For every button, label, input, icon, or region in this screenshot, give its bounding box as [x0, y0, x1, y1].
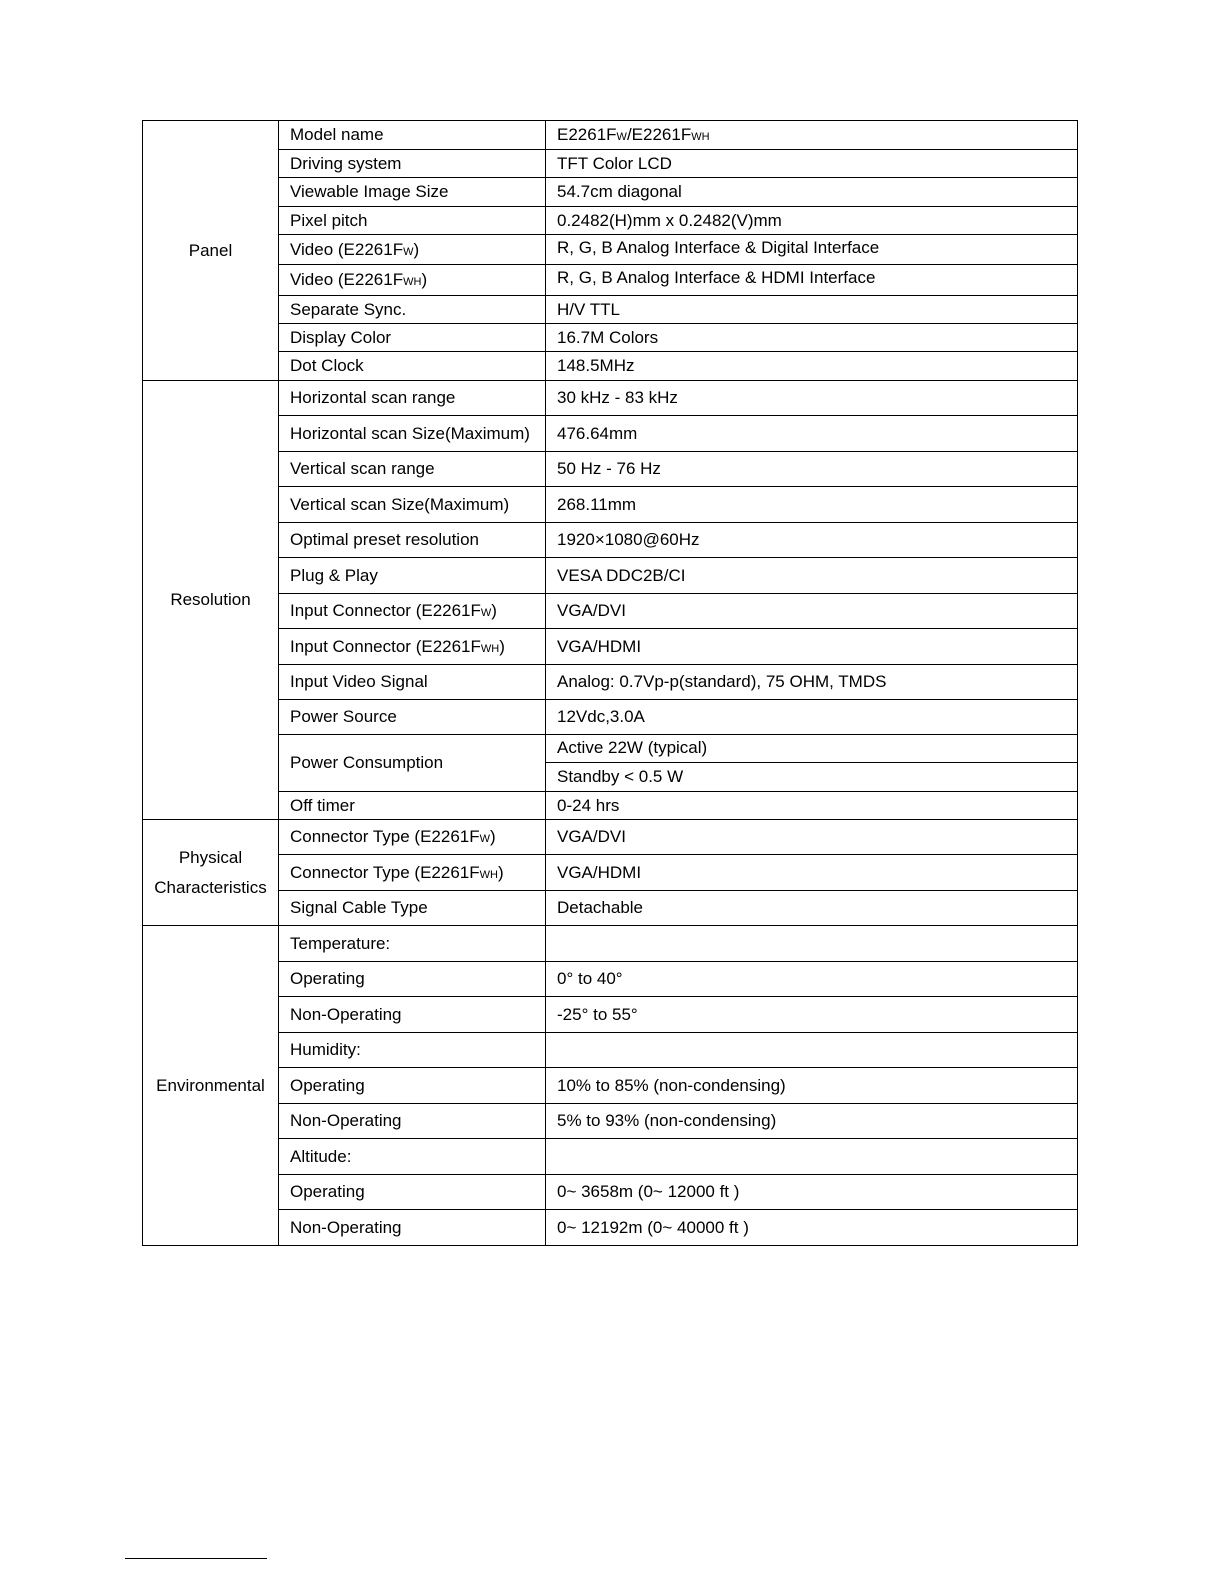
spec-value: 10% to 85% (non-condensing) — [546, 1068, 1078, 1104]
table-row — [143, 792, 1078, 820]
table-row — [143, 1175, 1078, 1210]
table-row — [143, 1139, 1078, 1175]
spec-label: Power Consumption — [279, 735, 546, 792]
spec-label: Operating — [279, 1068, 546, 1104]
table-row — [143, 855, 1078, 891]
spec-label: Power Source — [279, 700, 546, 735]
table-row — [143, 1210, 1078, 1246]
table-row — [143, 381, 1078, 416]
table-row — [143, 487, 1078, 523]
spec-value — [546, 1033, 1078, 1068]
spec-value: 476.64mm — [546, 416, 1078, 452]
spec-value: 5% to 93% (non-condensing) — [546, 1104, 1078, 1139]
spec-label: Video (E2261FW) — [279, 235, 546, 265]
footnote-separator — [125, 1558, 267, 1559]
spec-value: Detachable — [546, 891, 1078, 926]
spec-value: 1920×1080@60Hz — [546, 523, 1078, 558]
spec-value — [546, 1139, 1078, 1175]
spec-value: 0-24 hrs — [546, 792, 1078, 820]
spec-label: Operating — [279, 1175, 546, 1210]
spec-label: Display Color — [279, 324, 546, 352]
category-label: Resolution — [170, 590, 251, 610]
table-row — [143, 235, 1078, 265]
spec-label: Optimal preset resolution — [279, 523, 546, 558]
spec-label: Vertical scan Size(Maximum) — [279, 487, 546, 523]
spec-value: 0~ 3658m (0~ 12000 ft ) — [546, 1175, 1078, 1210]
table-row — [143, 594, 1078, 629]
spec-label: Off timer — [279, 792, 546, 820]
spec-value: VGA/DVI — [546, 594, 1078, 629]
category-resolution — [143, 381, 279, 820]
table-row — [143, 416, 1078, 452]
spec-value: VGA/HDMI — [546, 855, 1078, 891]
category-environmental — [143, 926, 279, 1246]
spec-label: Model name — [279, 121, 546, 150]
table-row — [143, 926, 1078, 962]
spec-value: H/V TTL — [546, 296, 1078, 324]
category-panel — [143, 121, 279, 381]
table-row — [143, 558, 1078, 594]
category-label: Panel — [188, 240, 233, 260]
spec-label: Vertical scan range — [279, 452, 546, 487]
spec-label: Connector Type (E2261FWH) — [279, 855, 546, 891]
spec-value — [546, 926, 1078, 962]
table-row — [143, 352, 1078, 381]
spec-value: 30 kHz - 83 kHz — [546, 381, 1078, 416]
spec-label: Separate Sync. — [279, 296, 546, 324]
spec-value: 148.5MHz — [546, 352, 1078, 381]
spec-value: TFT Color LCD — [546, 150, 1078, 178]
spec-table — [142, 120, 1078, 1246]
table-row — [143, 665, 1078, 700]
table-row — [143, 1068, 1078, 1104]
spec-value: 0.2482(H)mm x 0.2482(V)mm — [546, 207, 1078, 235]
table-row — [143, 523, 1078, 558]
table-row — [143, 1033, 1078, 1068]
spec-value: VGA/DVI — [546, 820, 1078, 855]
table-row — [143, 178, 1078, 207]
spec-label: Viewable Image Size — [279, 178, 546, 207]
spec-value: 0~ 12192m (0~ 40000 ft ) — [546, 1210, 1078, 1246]
table-row — [143, 296, 1078, 324]
table-row — [143, 820, 1078, 855]
spec-label: Input Connector (E2261FWH) — [279, 629, 546, 665]
spec-value: -25° to 55° — [546, 997, 1078, 1033]
table-row — [143, 629, 1078, 665]
spec-value: 12Vdc,3.0A — [546, 700, 1078, 735]
spec-label: Driving system — [279, 150, 546, 178]
spec-value: VGA/HDMI — [546, 629, 1078, 665]
table-row — [143, 324, 1078, 352]
spec-label: Dot Clock — [279, 352, 546, 381]
table-row — [143, 997, 1078, 1033]
spec-label: Non-Operating — [279, 1104, 546, 1139]
table-row — [143, 700, 1078, 735]
spec-label: Operating — [279, 962, 546, 997]
spec-label: Horizontal scan Size(Maximum) — [279, 416, 546, 452]
spec-label: Plug & Play — [279, 558, 546, 594]
table-row — [143, 735, 1078, 763]
spec-value: Standby < 0.5 W — [546, 763, 1078, 792]
spec-label: Signal Cable Type — [279, 891, 546, 926]
spec-label: Video (E2261FWH) — [279, 265, 546, 296]
spec-label: Input Video Signal — [279, 665, 546, 700]
category-physical: Physical Characteristics — [143, 820, 279, 926]
spec-label: Horizontal scan range — [279, 381, 546, 416]
table-row — [143, 265, 1078, 296]
spec-label: Pixel pitch — [279, 207, 546, 235]
spec-label: Connector Type (E2261FW) — [279, 820, 546, 855]
spec-value: 16.7M Colors — [546, 324, 1078, 352]
spec-label: Non-Operating — [279, 997, 546, 1033]
spec-value: Active 22W (typical) — [546, 735, 1078, 763]
table-row — [143, 150, 1078, 178]
spec-value: R, G, B Analog Interface & HDMI Interface — [546, 265, 1078, 296]
spec-label: Humidity: — [279, 1033, 546, 1068]
category-label: Environmental — [156, 1075, 265, 1095]
table-row — [143, 962, 1078, 997]
spec-label: Input Connector (E2261FW) — [279, 594, 546, 629]
spec-value: R, G, B Analog Interface & Digital Interface — [546, 235, 1078, 265]
table-row — [143, 452, 1078, 487]
spec-value: E2261FW/E2261FWH — [546, 121, 1078, 150]
spec-label: Altitude: — [279, 1139, 546, 1175]
table-row — [143, 1104, 1078, 1139]
spec-value: 0° to 40° — [546, 962, 1078, 997]
spec-value: 54.7cm diagonal — [546, 178, 1078, 207]
table-row — [143, 121, 1078, 150]
spec-value: VESA DDC2B/CI — [546, 558, 1078, 594]
spec-value: 50 Hz - 76 Hz — [546, 452, 1078, 487]
spec-label: Temperature: — [279, 926, 546, 962]
spec-value: 268.11mm — [546, 487, 1078, 523]
spec-value: Analog: 0.7Vp-p(standard), 75 OHM, TMDS — [546, 665, 1078, 700]
spec-label: Non-Operating — [279, 1210, 546, 1246]
table-row — [143, 891, 1078, 926]
table-row — [143, 207, 1078, 235]
